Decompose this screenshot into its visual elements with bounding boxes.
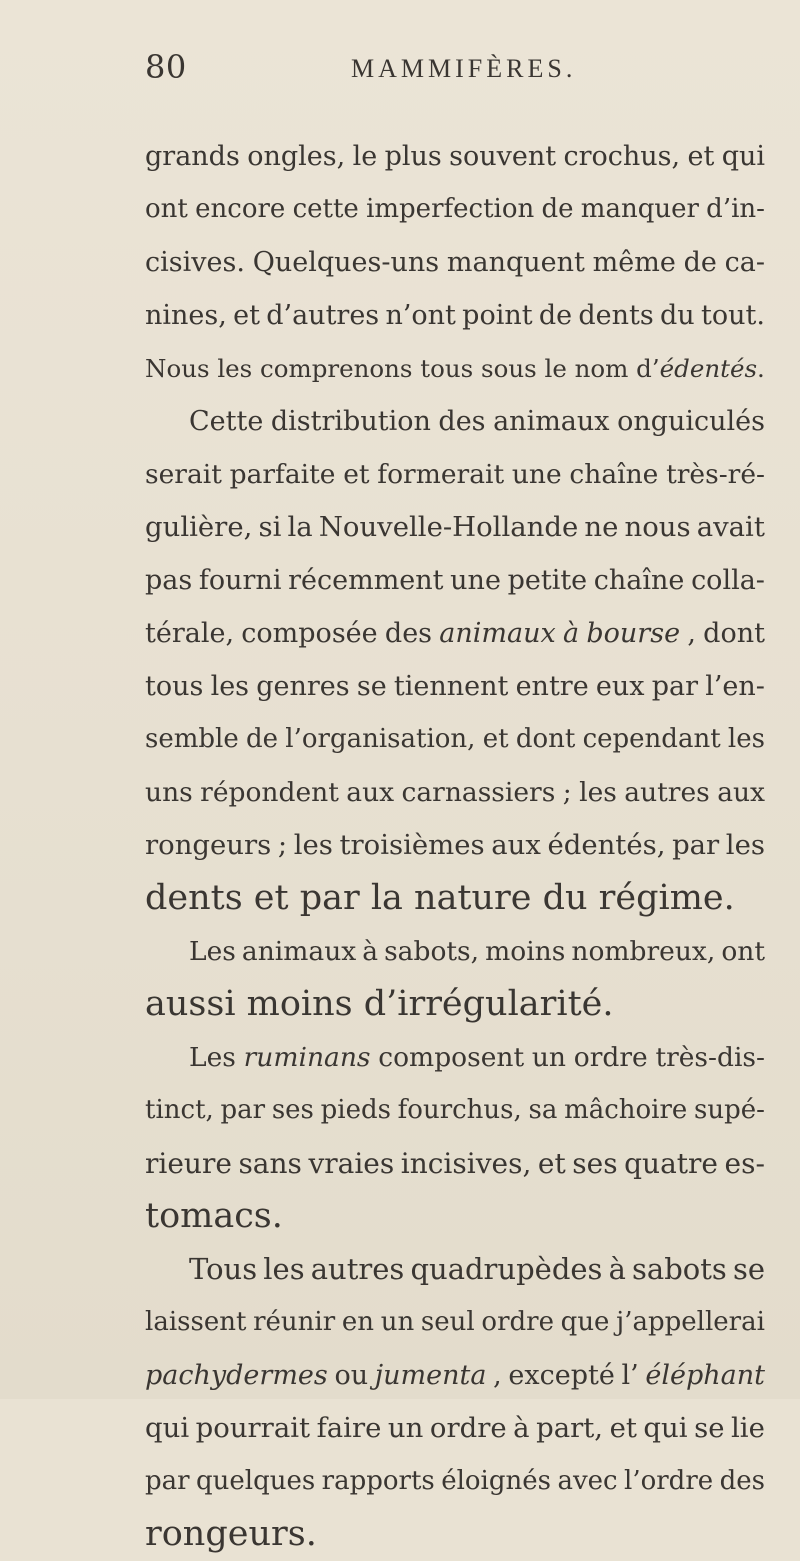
text-line xyxy=(145,1402,765,1455)
word: des xyxy=(719,1466,765,1496)
word: chaîne xyxy=(593,565,685,596)
word: , xyxy=(493,1360,502,1391)
word: dont xyxy=(703,618,765,649)
word: sa xyxy=(528,1095,558,1125)
word: manquent xyxy=(446,247,585,278)
body-text xyxy=(145,130,765,1561)
word: autres xyxy=(624,777,710,808)
word: éloignés xyxy=(441,1466,551,1496)
page-number: 80 xyxy=(145,48,187,86)
word: gulière, xyxy=(145,511,253,543)
text-segment: rongeurs. xyxy=(145,1514,317,1554)
word: ruminans xyxy=(243,1042,371,1073)
word: animaux xyxy=(493,406,610,437)
word: rongeurs xyxy=(145,829,272,861)
text-line xyxy=(145,130,765,183)
text-segment: dents et par la nature du régime. xyxy=(145,878,735,918)
word: ou xyxy=(334,1360,369,1391)
word: cette xyxy=(292,194,359,224)
text-line xyxy=(145,236,765,289)
word: de xyxy=(246,724,279,754)
text-line xyxy=(145,1296,765,1349)
word: animaux xyxy=(241,936,357,967)
text-line xyxy=(145,660,765,713)
word: Tous xyxy=(189,1252,258,1286)
word: Cette xyxy=(189,406,264,437)
word: très-ré- xyxy=(666,459,765,490)
word: point xyxy=(462,300,533,331)
word: l’en- xyxy=(705,671,765,702)
word: et xyxy=(687,141,715,172)
text-line xyxy=(145,766,765,819)
word: souvent xyxy=(449,141,557,172)
word: ne xyxy=(584,511,619,543)
word: rapports xyxy=(321,1466,435,1496)
word: un xyxy=(380,1307,415,1337)
word: colla- xyxy=(691,565,765,596)
text-line xyxy=(145,342,765,395)
word: des xyxy=(438,406,486,437)
word: faire xyxy=(316,1412,382,1444)
word: es- xyxy=(724,1147,765,1180)
text-segment: . xyxy=(757,354,765,383)
word: sans xyxy=(238,1147,302,1180)
word: ses xyxy=(572,1147,618,1180)
word: entre xyxy=(515,671,589,702)
word: tiennent xyxy=(393,671,509,702)
word: ses xyxy=(271,1095,314,1125)
word: l’organisation, xyxy=(285,724,476,754)
word: un xyxy=(387,1412,424,1444)
word: encore xyxy=(195,194,286,224)
word: dont xyxy=(515,724,576,754)
word: composée xyxy=(241,618,378,649)
text-line xyxy=(145,1455,765,1508)
word: bourse xyxy=(586,618,681,649)
word: pas xyxy=(145,565,193,596)
word: imperfection xyxy=(366,194,535,224)
word: Nouvelle-Hollande xyxy=(318,511,579,543)
word: répondent xyxy=(200,777,339,808)
word: crochus, xyxy=(563,141,681,172)
word: une xyxy=(511,459,562,490)
text-line xyxy=(145,713,765,766)
word: en xyxy=(341,1307,375,1337)
word: ont xyxy=(721,936,765,967)
word: les xyxy=(579,777,617,808)
text-line xyxy=(145,819,765,872)
word: seul xyxy=(420,1307,475,1337)
word: du xyxy=(660,300,695,331)
word: ont xyxy=(145,194,188,224)
text-line xyxy=(145,1508,765,1561)
word: pourrait xyxy=(195,1412,311,1444)
word: se xyxy=(694,1412,725,1444)
word: les xyxy=(293,829,333,861)
word: nous xyxy=(624,511,691,543)
word: Les xyxy=(189,1042,236,1073)
word: nines, xyxy=(145,300,227,331)
text-line xyxy=(145,1349,765,1402)
word: ongles, xyxy=(247,141,346,172)
text-segment: tomacs. xyxy=(145,1196,283,1236)
word: par xyxy=(145,1466,190,1496)
word: sabots xyxy=(632,1252,727,1286)
word: ca- xyxy=(724,247,765,278)
word: les xyxy=(210,671,250,702)
word: genres xyxy=(256,671,350,702)
word: à xyxy=(513,1412,530,1444)
word: tous xyxy=(145,671,204,702)
word: et xyxy=(482,724,509,754)
word: avec xyxy=(557,1466,618,1496)
word: l’ xyxy=(621,1360,639,1391)
word: des xyxy=(384,618,433,649)
word: de xyxy=(683,247,717,278)
word: de xyxy=(538,300,573,331)
page-header xyxy=(145,48,665,88)
word: avait xyxy=(696,511,765,543)
word: d’in- xyxy=(706,194,765,224)
word: , xyxy=(687,618,696,649)
word: ; xyxy=(562,777,572,808)
word: excepté xyxy=(508,1360,615,1391)
word: serait xyxy=(145,459,222,490)
text-line xyxy=(145,1084,765,1137)
word: par xyxy=(651,671,698,702)
word: d’autres xyxy=(266,300,380,331)
word: semble xyxy=(145,724,239,754)
word: formerait xyxy=(377,459,505,490)
word: manquer xyxy=(580,194,699,224)
word: de xyxy=(541,194,574,224)
text-segment: édentés xyxy=(659,354,758,383)
word: par xyxy=(220,1095,266,1125)
word: réunir xyxy=(253,1307,336,1337)
word: par xyxy=(672,829,720,861)
word: fourchus, xyxy=(397,1095,522,1125)
word: chaîne xyxy=(569,459,659,490)
word: ; xyxy=(277,829,288,861)
word: qui xyxy=(145,1412,190,1444)
word: se xyxy=(732,1252,765,1286)
word: parfaite xyxy=(229,459,336,490)
word: ordre xyxy=(429,1412,507,1444)
word: à xyxy=(362,936,379,967)
word: ordre xyxy=(481,1307,554,1337)
word: et xyxy=(609,1412,637,1444)
word: térale, xyxy=(145,618,235,649)
word: petite xyxy=(507,565,588,596)
word: autres xyxy=(310,1252,405,1286)
word: uns xyxy=(145,777,193,808)
word: qui xyxy=(721,141,765,172)
word: et xyxy=(343,459,370,490)
word: et xyxy=(537,1147,566,1180)
word: part, xyxy=(536,1412,604,1444)
word: les xyxy=(727,724,765,754)
word: plus xyxy=(384,141,442,172)
text-line xyxy=(145,289,765,342)
text-line xyxy=(145,1137,765,1190)
word: jumenta xyxy=(374,1360,487,1391)
word: animaux xyxy=(439,618,556,649)
text-line xyxy=(145,1031,765,1084)
word: quadrupèdes xyxy=(410,1252,603,1286)
word: que xyxy=(560,1307,610,1337)
word: une xyxy=(450,565,501,596)
word: tout. xyxy=(700,300,765,331)
word: lie xyxy=(731,1412,765,1444)
word: Les xyxy=(189,936,236,967)
text-line xyxy=(145,554,765,607)
word: édentés, xyxy=(547,829,666,861)
word: et xyxy=(233,300,260,331)
word: laissent xyxy=(145,1307,247,1337)
word: fourni xyxy=(198,565,282,596)
word: aux xyxy=(346,777,395,808)
word: aux xyxy=(491,829,541,861)
text-line xyxy=(145,183,765,236)
word: se xyxy=(356,671,387,702)
word: grands xyxy=(145,141,240,172)
word: sabots, xyxy=(384,936,480,967)
word: dents xyxy=(578,300,654,331)
word: éléphant xyxy=(645,1360,765,1391)
text-segment: Nous les comprenons tous sous le nom d’ xyxy=(145,354,660,383)
word: incisives, xyxy=(400,1147,532,1180)
word: ordre xyxy=(573,1042,648,1073)
word: les xyxy=(263,1252,305,1286)
word: qui xyxy=(643,1412,688,1444)
word: le xyxy=(352,141,378,172)
text-line xyxy=(145,872,765,925)
word: distribution xyxy=(270,406,431,437)
word: la xyxy=(287,511,313,543)
text-line xyxy=(145,925,765,978)
word: très-dis- xyxy=(655,1042,765,1073)
text-line xyxy=(145,978,765,1031)
text-segment: aussi moins d’irrégularité. xyxy=(145,984,614,1024)
word: mâchoire xyxy=(564,1095,688,1125)
word: nombreux, xyxy=(571,936,716,967)
word: moins xyxy=(485,936,566,967)
word: quatre xyxy=(624,1147,718,1180)
word: récemment xyxy=(288,565,444,596)
word: même xyxy=(592,247,676,278)
word: à xyxy=(608,1252,626,1286)
word: supé- xyxy=(694,1095,765,1125)
word: si xyxy=(258,511,282,543)
word: un xyxy=(531,1042,566,1073)
text-line xyxy=(145,448,765,501)
word: composent xyxy=(378,1042,525,1073)
word: onguiculés xyxy=(617,406,765,437)
word: quelques xyxy=(196,1466,316,1496)
word: carnassiers xyxy=(401,777,556,808)
word: cependant xyxy=(582,724,721,754)
text-line xyxy=(145,607,765,660)
word: j’appellerai xyxy=(616,1307,765,1337)
running-head: MAMMIFÈRES. xyxy=(351,54,577,83)
text-line xyxy=(145,501,765,554)
word: vraies xyxy=(308,1147,395,1180)
word: troisièmes xyxy=(339,829,485,861)
word: rieure xyxy=(145,1147,232,1180)
word: pachydermes xyxy=(145,1360,328,1391)
text-line xyxy=(145,395,765,448)
word: pieds xyxy=(320,1095,391,1125)
word: eux xyxy=(595,671,645,702)
word: tinct, xyxy=(145,1095,214,1125)
word: Quelques-uns xyxy=(252,247,440,278)
word: cisives. xyxy=(145,247,245,278)
word: les xyxy=(725,829,765,861)
word: n’ont xyxy=(385,300,456,331)
text-line xyxy=(145,1190,765,1243)
word: à xyxy=(563,618,580,649)
word: l’ordre xyxy=(624,1466,714,1496)
text-line xyxy=(145,1243,765,1296)
word: aux xyxy=(717,777,765,808)
